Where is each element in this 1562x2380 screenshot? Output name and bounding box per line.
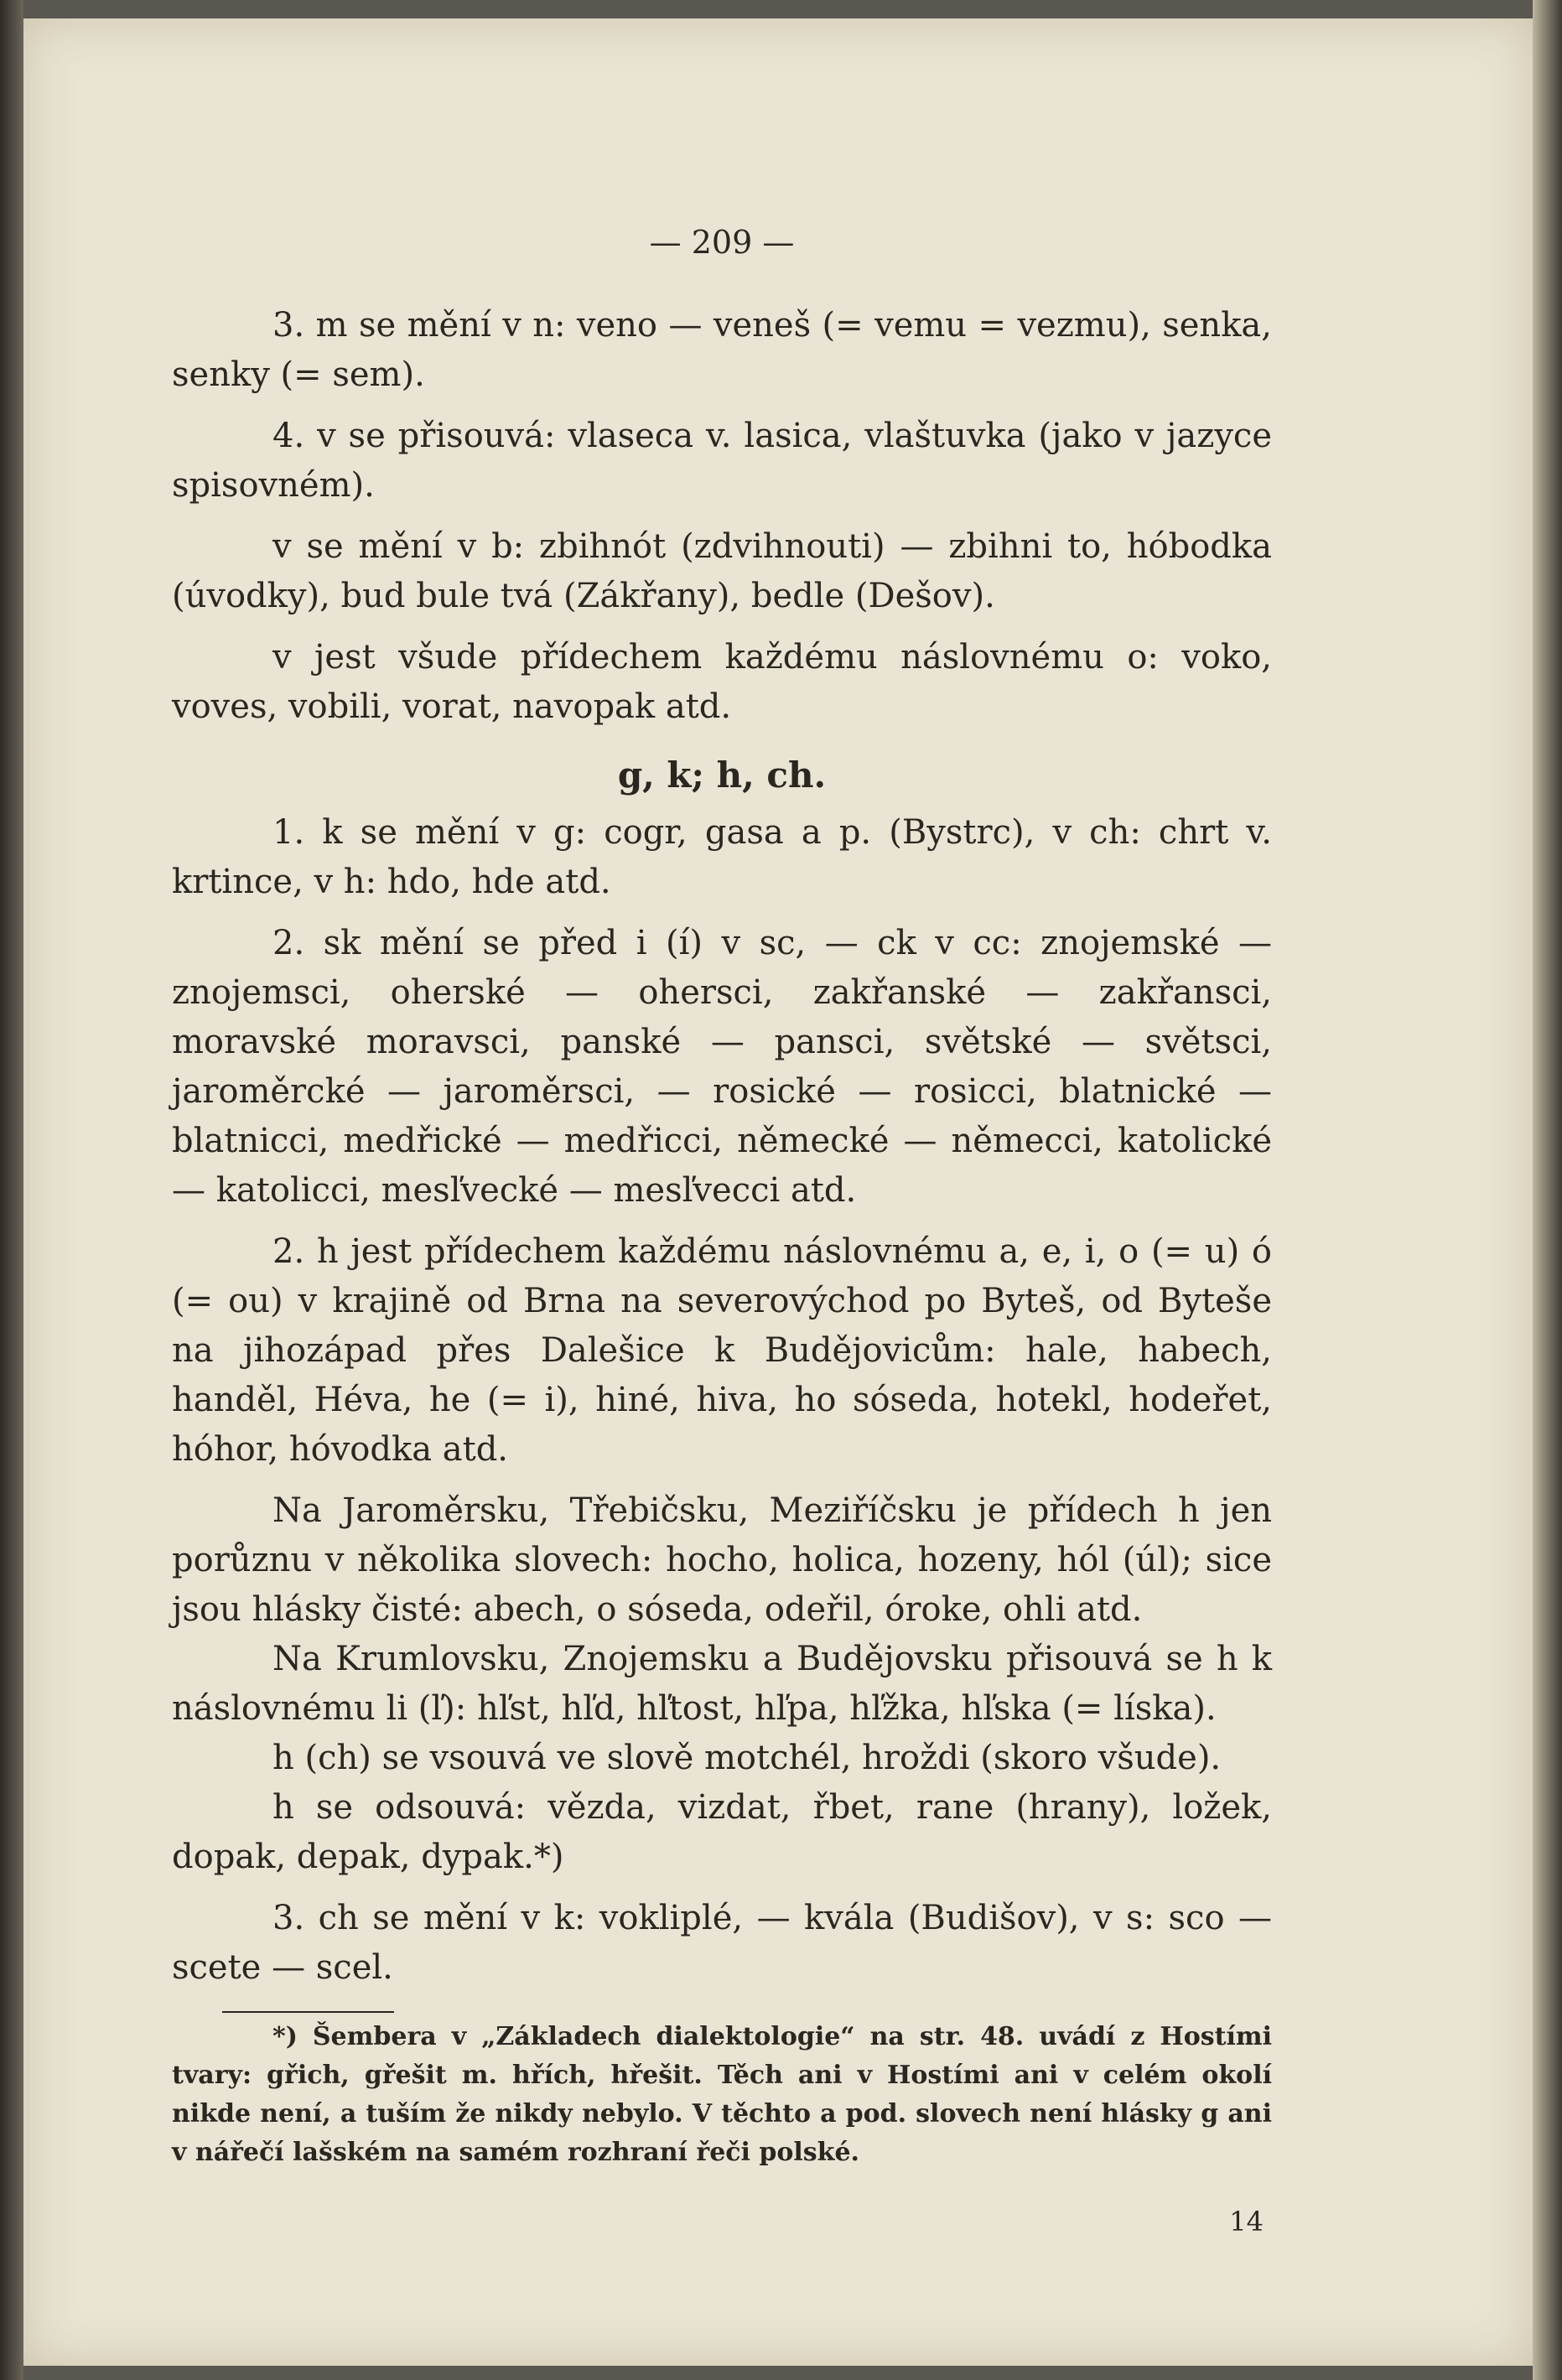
paragraph-h-vsouva: h (ch) se vsouvá ve slově motchél, hroždi (skoro všude). — [272, 1739, 1222, 1777]
paragraph-jaromersku: Na Jaroměrsku, Třebičsku, Meziříčsku je přídech h jen porůznu v několika slovech: hocho, holica, hozeny, hól (úl); sice jsou hlásky čisté: abech, o sóseda, odeřil, óroke, ohli atd. — [172, 1491, 1272, 1629]
paragraph-m-n: 3. m se mění v n: veno — veneš (= vemu = vezmu), senka, senky (= sem). — [172, 306, 1272, 394]
section-heading: g, k; h, ch. — [617, 754, 827, 796]
paragraph-k-g: 1. k se mění v g: cogr, gasa a p. (Bystrc), v ch: chrt v. krtince, v h: hdo, hde atd. — [172, 813, 1272, 901]
page-edge — [1533, 0, 1562, 2380]
page-number: — 209 — — [649, 224, 795, 261]
footnote: *) Šembera v „Základech dialektologie“ na str. 48. uvádí z Hostími tvary: gřich, gřešit m. hřích, hřešit. Těch ani v Hostími ani v celém okolí nikde není, a tuším že nikdy nebylo. V těchto a pod. slovech není hlásky g ani v nářečí lašském na samém rozhraní řeči polské. — [172, 2022, 1272, 2167]
paragraph-ch-k: 3. ch se mění v k: vokliplé, — kvála (Budišov), v s: sco — scete — scel. — [172, 1899, 1272, 1987]
paragraph-krumlovsku: Na Krumlovsku, Znojemsku a Budějovsku přisouvá se h k náslovnému li (ľ): hľst, hľd, hľtost, hľpa, hľžka, hľska (= líska). — [172, 1640, 1272, 1728]
book-spine — [0, 0, 23, 2380]
paragraph-v-pridech: v jest všude přídechem každému náslovnému o: voko, voves, vobili, vorat, navopak atd. — [172, 638, 1272, 726]
paragraph-h-pridech: 2. h jest přídechem každému náslovnému a, e, i, o (= u) ó (= ou) v krajině od Brna na severovýchod po Byteš, od Byteše na jihozápad přes Dalešice k Budějovicům: hale, habech, handěl, Héva, he (= i), hiné, hiva, ho sóseda, hotekl, hodeřet, hóhor, hóvodka atd. — [172, 1232, 1272, 1469]
paragraph-v-prisouva: 4. v se přisouvá: vlaseca v. lasica, vlaštuvka (jako v jazyce spisovném). — [172, 417, 1272, 505]
paragraph-v-b: v se mění v b: zbihnót (zdvihnouti) — zbihni to, hóbodka (úvodky), bud bule tvá (Zákřany), bedle (Dešov). — [172, 527, 1272, 615]
signature-mark: 14 — [1229, 2206, 1264, 2237]
paragraph-sk-sc: 2. sk mění se před i (í) v sc, — ck v cc: znojemské — znojemsci, oherské — ohersci, zakřanské — zakřansci, moravské moravsci, panské — pansci, světské — světsci, jaroměrcké — jaroměrsci, — rosické — rosicci, blatnické — blatnicci, medřické — medřicci, německé — němecci, katolické — katolicci, mesľvecké — mesľvecci atd. — [172, 924, 1272, 1210]
page-text — [172, 218, 1272, 2247]
paragraph-h-odsouva: h se odsouvá: vězda, vizdat, řbet, rane (hrany), ložek, dopak, depak, dypak.*) — [172, 1788, 1272, 1876]
footnote-rule — [222, 2011, 394, 2013]
